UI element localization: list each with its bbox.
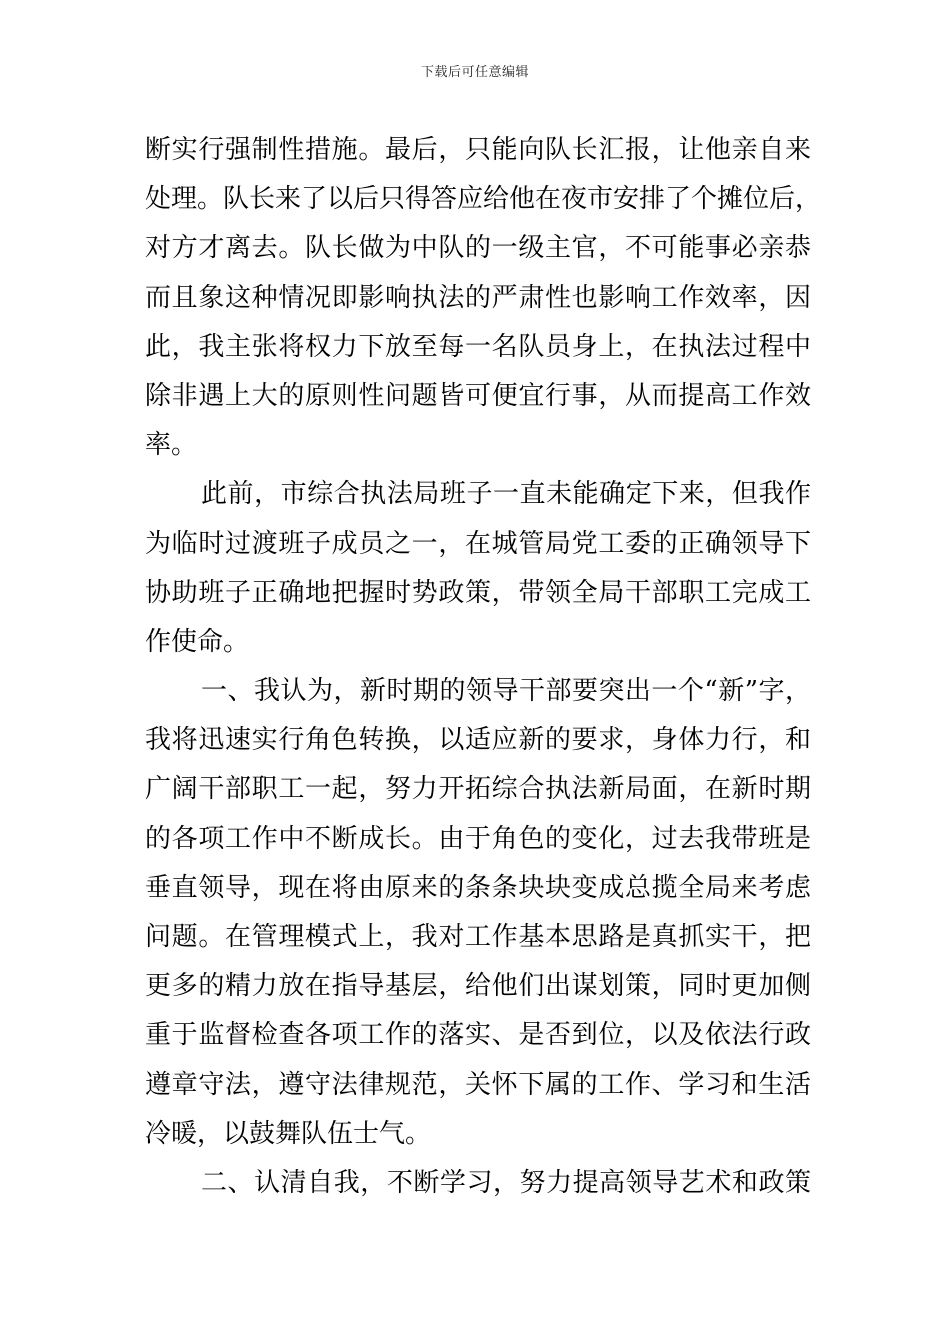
text-line: 作使命。 (145, 626, 250, 657)
text-line: 除非遇上大的原则性问题皆可便宜行事，从而提高工作效 (145, 380, 811, 411)
text-line: 广阔干部职工一起，努力开拓综合执法新局面，在新时期 (145, 774, 811, 805)
text-line: 冷暖，以鼓舞队伍士气。 (145, 1118, 432, 1149)
text-line: 问题。在管理模式上，我对工作基本思路是真抓实干，把 (145, 922, 811, 952)
text-line: 协助班子正确地把握时势政策，带领全局干部职工完成工 (145, 577, 811, 608)
text-line: 处理。队长来了以后只得答应给他在夜市安排了个摊位后， (145, 184, 822, 215)
text-line: 垂直领导，现在将由原来的条条块块变成总揽全局来考虑 (145, 872, 811, 903)
text-line: 此前，市综合执法局班子一直未能确定下来，但我作 (201, 479, 811, 510)
text-line: 我将迅速实行角色转换，以适应新的要求，身体力行，和 (145, 725, 811, 756)
paragraph (145, 667, 811, 1159)
text-line: 对方才离去。队长做为中队的一级主官，不可能事必亲恭 (145, 233, 811, 264)
text-line: 二、认清自我，不断学习，努力提高领导艺术和政策 (201, 1167, 811, 1198)
paragraph (145, 470, 811, 667)
text-line: 而且象这种情况即影响执法的严肃性也影响工作效率，因 (145, 282, 811, 313)
paragraph (145, 1159, 811, 1208)
text-line: 重于监督检查各项工作的落实、是否到位，以及依法行政 (145, 1020, 811, 1051)
paragraph (145, 126, 822, 470)
text-line: 断实行强制性措施。最后，只能向队长汇报，让他亲自来 (145, 135, 811, 165)
text-line: 更多的精力放在指导基层，给他们出谋划策，同时更加侧 (145, 971, 811, 1002)
text-line: 的各项工作中不断成长。由于角色的变化，过去我带班是 (145, 823, 811, 854)
text-line: 率。 (145, 430, 198, 461)
text-line: 一、我认为，新时期的领导干部要突出一个“新”字， (201, 676, 811, 707)
page-header: 下载后可任意编辑 (420, 65, 529, 80)
text-line: 此，我主张将权力下放至每一名队员身上，在执法过程中 (145, 331, 811, 362)
text-line: 为临时过渡班子成员之一，在城管局党工委的正确领导下 (145, 528, 811, 559)
document-body (145, 126, 822, 1208)
text-line: 遵章守法，遵守法律规范，关怀下属的工作、学习和生活 (145, 1069, 811, 1100)
